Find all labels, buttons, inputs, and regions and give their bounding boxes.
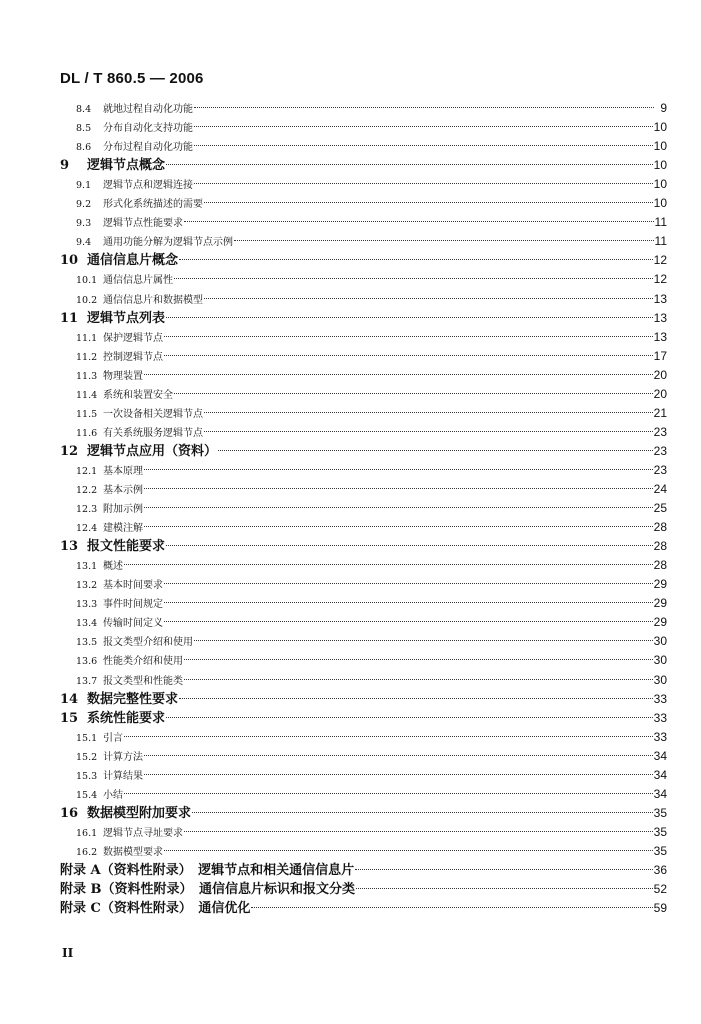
toc-entry[interactable] [76,575,667,594]
toc-entry[interactable] [76,480,667,499]
toc-entry-page: 10 [653,120,667,135]
toc-entry-page: 23 [653,462,667,477]
toc-entry-title: 报文性能要求 [87,539,166,555]
dot-leader [164,850,653,851]
toc-entry[interactable] [76,213,667,232]
toc-entry-page: 10 [653,158,667,173]
toc-entry-page: 12 [653,253,667,268]
toc-entry-number: 16 [60,805,79,821]
toc-entry[interactable] [60,442,667,461]
dot-leader [204,431,653,432]
toc-entry-title: 系统性能要求 [87,710,166,726]
toc-entry-title: 计算方法 [103,751,143,763]
toc-entry-page: 23 [653,443,667,458]
toc-entry-number: 9.2 [76,199,92,211]
toc-entry-page: 10 [653,177,667,192]
toc-entry-title: 基本原理 [103,465,143,477]
dot-leader [192,812,653,813]
toc-entry-title: 保护逻辑节点 [103,332,163,344]
toc-entry-title: 附录 B（资料性附录） 通信信息片标识和报文分类 [60,882,356,898]
toc-entry-number: 8.5 [76,123,92,135]
toc-entry-page: 59 [653,901,667,916]
toc-appendix-entry[interactable] [60,880,667,899]
toc-entry-page: 20 [653,386,667,401]
toc-entry-number: 13.4 [76,618,98,630]
toc-entry[interactable] [76,175,667,194]
dot-leader [194,126,653,127]
toc-entry-number: 11.2 [76,351,98,363]
toc-entry[interactable] [76,785,667,804]
toc-entry[interactable] [76,651,667,670]
dot-leader [251,907,652,908]
toc-entry-number: 12.2 [76,485,98,496]
toc-entry-page: 11 [654,234,667,249]
toc-entry[interactable] [76,594,667,613]
toc-entry-page: 13 [653,291,667,306]
toc-entry-page: 34 [653,767,667,782]
toc-entry-page: 24 [653,482,667,496]
toc-entry-page: 34 [653,748,667,763]
toc-entry-title: 有关系统服务逻辑节点 [103,427,203,439]
toc-entry[interactable] [76,556,667,575]
toc-entry-page: 20 [653,367,667,382]
toc-entry-number: 10.1 [76,275,98,287]
dot-leader [144,774,653,775]
toc-entry-number: 12 [60,443,79,459]
toc-entry-number: 13.2 [76,580,98,592]
dot-leader [355,869,653,870]
toc-entry-number: 16.2 [76,846,98,858]
toc-entry-page: 30 [653,653,667,668]
toc-entry[interactable] [76,461,667,480]
dot-leader [179,698,653,699]
toc-entry[interactable] [76,385,667,404]
toc-entry[interactable] [76,366,667,385]
toc-entry-number: 9.4 [76,237,92,249]
toc-entry-title: 逻辑节点性能要求 [103,218,183,230]
toc-entry-page: 33 [653,710,667,725]
dot-leader [144,526,653,527]
toc-entry-page: 9 [660,101,667,115]
toc-entry-page: 28 [653,558,667,573]
dot-leader [184,221,654,222]
toc-entry[interactable] [76,499,667,518]
dot-leader [179,259,653,260]
toc-entry-title: 一次设备相关逻辑节点 [103,408,203,420]
toc-entry-title: 小结 [103,789,123,801]
toc-entry-number: 11.5 [76,408,98,420]
toc-entry[interactable] [76,728,667,747]
toc-entry[interactable] [60,804,667,823]
toc-entry-number: 11.3 [76,370,98,382]
dot-leader [184,831,653,832]
toc-entry[interactable] [60,251,667,270]
toc-entry-title: 传输时间定义 [103,618,163,630]
dot-leader [124,564,653,565]
toc-entry-page: 35 [653,843,667,858]
toc-entry-page: 13 [653,329,667,344]
toc-entry-title: 形式化系统描述的需要 [103,199,203,211]
page-number: II [62,946,74,960]
toc-entry-title: 逻辑节点和逻辑连接 [103,180,193,192]
dot-leader [194,145,653,146]
toc-entry-page: 36 [653,863,667,877]
toc-entry-title: 逻辑节点列表 [87,310,166,326]
toc-entry-page: 17 [653,348,667,363]
toc-entry[interactable] [76,404,667,423]
toc-entry[interactable] [60,537,667,556]
toc-entry-page: 34 [653,786,667,801]
dot-leader [218,450,653,451]
dot-leader [234,240,654,241]
toc-entry-number: 14 [60,691,79,707]
toc-entry-page: 21 [653,405,667,420]
toc-entry-page: 52 [653,882,667,897]
dot-leader [166,717,653,718]
toc-entry-title: 报文类型介绍和使用 [103,637,193,649]
dot-leader [194,107,654,108]
toc-entry-title: 通信信息片和数据模型 [103,294,203,306]
toc-entry-number: 13.7 [76,675,98,687]
dot-leader [164,621,653,622]
toc-entry[interactable] [76,842,667,861]
toc-entry-title: 就地过程自动化功能 [103,104,193,115]
toc-entry-page: 10 [653,139,667,154]
toc-entry-number: 12.4 [76,523,98,535]
toc-entry-title: 物理装置 [103,370,143,382]
toc-entry[interactable] [76,613,667,632]
toc-entry-page: 10 [653,196,667,211]
toc-entry-number: 12.3 [76,504,98,516]
toc-entry[interactable] [76,766,667,785]
dot-leader [194,640,653,641]
toc-entry-title: 报文类型和性能类 [103,675,183,687]
toc-entry-title: 建模注解 [103,523,143,535]
toc-entry[interactable] [76,671,667,690]
toc-entry[interactable] [60,709,667,728]
toc-entry-title: 基本时间要求 [103,580,163,592]
toc-entry-title: 通用功能分解为逻辑节点示例 [103,237,233,249]
toc-entry-number: 8.6 [76,142,92,154]
toc-entry-page: 35 [653,805,667,820]
dot-leader [164,602,653,603]
toc-entry-number: 9 [60,158,70,174]
dot-leader [124,793,653,794]
toc-entry-page: 25 [653,501,667,516]
toc-entry-number: 15.2 [76,751,98,763]
toc-entry-page: 11 [654,215,667,230]
toc-entry-title: 计算结果 [103,770,143,782]
toc-entry-number: 15.1 [76,732,98,744]
toc-entry[interactable] [76,270,667,289]
dot-leader [144,469,653,470]
dot-leader [194,183,653,184]
dot-leader [144,755,653,756]
dot-leader [184,679,653,680]
toc-entry-number: 15.4 [76,789,98,801]
dot-leader [164,583,653,584]
toc-appendix-entry[interactable] [60,861,667,880]
dot-leader [144,507,653,508]
toc-entry-number: 9.3 [76,218,92,230]
toc-entry-title: 系统和装置安全 [103,389,173,401]
dot-leader [124,736,653,737]
toc-appendix-entry[interactable] [60,899,667,918]
toc-entry-title: 事件时间规定 [103,599,163,611]
toc-entry-number: 15.3 [76,770,98,782]
dot-leader [164,355,653,356]
toc-entry[interactable] [76,99,667,118]
toc-entry-title: 通信信息片属性 [103,275,173,287]
toc-entry[interactable] [60,690,667,709]
toc-entry-number: 13 [60,539,79,555]
toc-entry-number: 9.1 [76,180,92,192]
dot-leader [184,659,653,660]
toc-entry-page: 30 [653,634,667,649]
toc-entry-page: 29 [653,615,667,630]
toc-entry[interactable] [76,137,667,156]
toc-entry-page: 35 [653,824,667,839]
toc-entry-title: 附加示例 [103,504,143,516]
toc-entry-title: 分布自动化支持功能 [103,123,193,135]
toc-entry-page: 33 [653,729,667,744]
toc-entry-title: 引言 [103,732,123,744]
toc-entry-title: 性能类介绍和使用 [103,656,183,668]
toc-entry-page: 29 [653,577,667,592]
toc-entry-number: 11.1 [76,332,98,344]
toc-entry[interactable] [76,347,667,366]
dot-leader [166,164,653,165]
toc-entry[interactable] [76,747,667,766]
document-code: DL / T 860.5 — 2006 [60,70,204,87]
dot-leader [174,393,653,394]
toc-entry-title: 通信信息片概念 [87,253,179,269]
toc-entry-title: 数据模型附加要求 [87,805,192,821]
toc-entry[interactable] [76,194,667,213]
toc-entry[interactable] [76,423,667,442]
toc-entry-number: 13.6 [76,656,98,668]
toc-entry-title: 附录 A（资料性附录） 逻辑节点和相关通信信息片 [60,863,355,878]
toc-entry-page: 12 [653,272,667,287]
toc-entry-number: 13.1 [76,561,98,573]
toc-entry-title: 逻辑节点应用（资料） [87,443,218,459]
toc-entry-number: 16.1 [76,827,98,839]
toc-entry-number: 11.6 [76,427,98,439]
dot-leader [144,374,653,375]
toc-entry-number: 11 [60,310,79,326]
toc-entry-number: 10.2 [76,294,98,306]
toc-entry[interactable] [76,518,667,537]
toc-entry-number: 13.3 [76,599,98,611]
toc-entry-title: 基本示例 [103,485,143,496]
toc-entry-page: 33 [653,691,667,706]
toc-entry-title: 分布过程自动化功能 [103,142,193,154]
toc-entry-title: 逻辑节点概念 [87,158,166,174]
toc-entry[interactable] [60,309,667,328]
dot-leader [166,317,653,318]
toc-entry-number: 8.4 [76,104,92,115]
toc-entry[interactable] [76,632,667,651]
toc-entry[interactable] [76,232,667,251]
toc-entry-number: 10 [60,253,79,269]
toc-entry-page: 13 [653,310,667,325]
dot-leader [144,488,653,489]
toc-entry-page: 30 [653,672,667,687]
toc-entry-number: 15 [60,710,79,726]
dot-leader [174,278,653,279]
toc-entry-title: 数据完整性要求 [87,691,179,707]
toc-entry[interactable] [76,290,667,309]
toc-entry[interactable] [76,118,667,137]
toc-entry-number: 13.5 [76,637,98,649]
toc-entry-page: 23 [653,424,667,439]
toc-entry[interactable] [60,156,667,175]
toc-entry-title: 控制逻辑节点 [103,351,163,363]
toc-entry[interactable] [76,823,667,842]
toc-entry-number: 12.1 [76,465,98,477]
dot-leader [166,545,653,546]
toc-entry-page: 28 [653,539,667,554]
dot-leader [164,336,653,337]
toc-entry-page: 28 [653,520,667,535]
toc-entry-page: 29 [653,596,667,611]
dot-leader [204,412,653,413]
toc-entry-number: 11.4 [76,389,98,401]
dot-leader [204,298,653,299]
toc-entry-title: 逻辑节点寻址要求 [103,827,183,839]
dot-leader [356,888,653,889]
toc-entry-title: 数据模型要求 [103,846,163,858]
toc-entry[interactable] [76,328,667,347]
toc-entry-title: 附录 C（资料性附录） 通信优化 [60,901,251,917]
toc-entry-title: 概述 [103,561,123,573]
dot-leader [204,202,653,203]
